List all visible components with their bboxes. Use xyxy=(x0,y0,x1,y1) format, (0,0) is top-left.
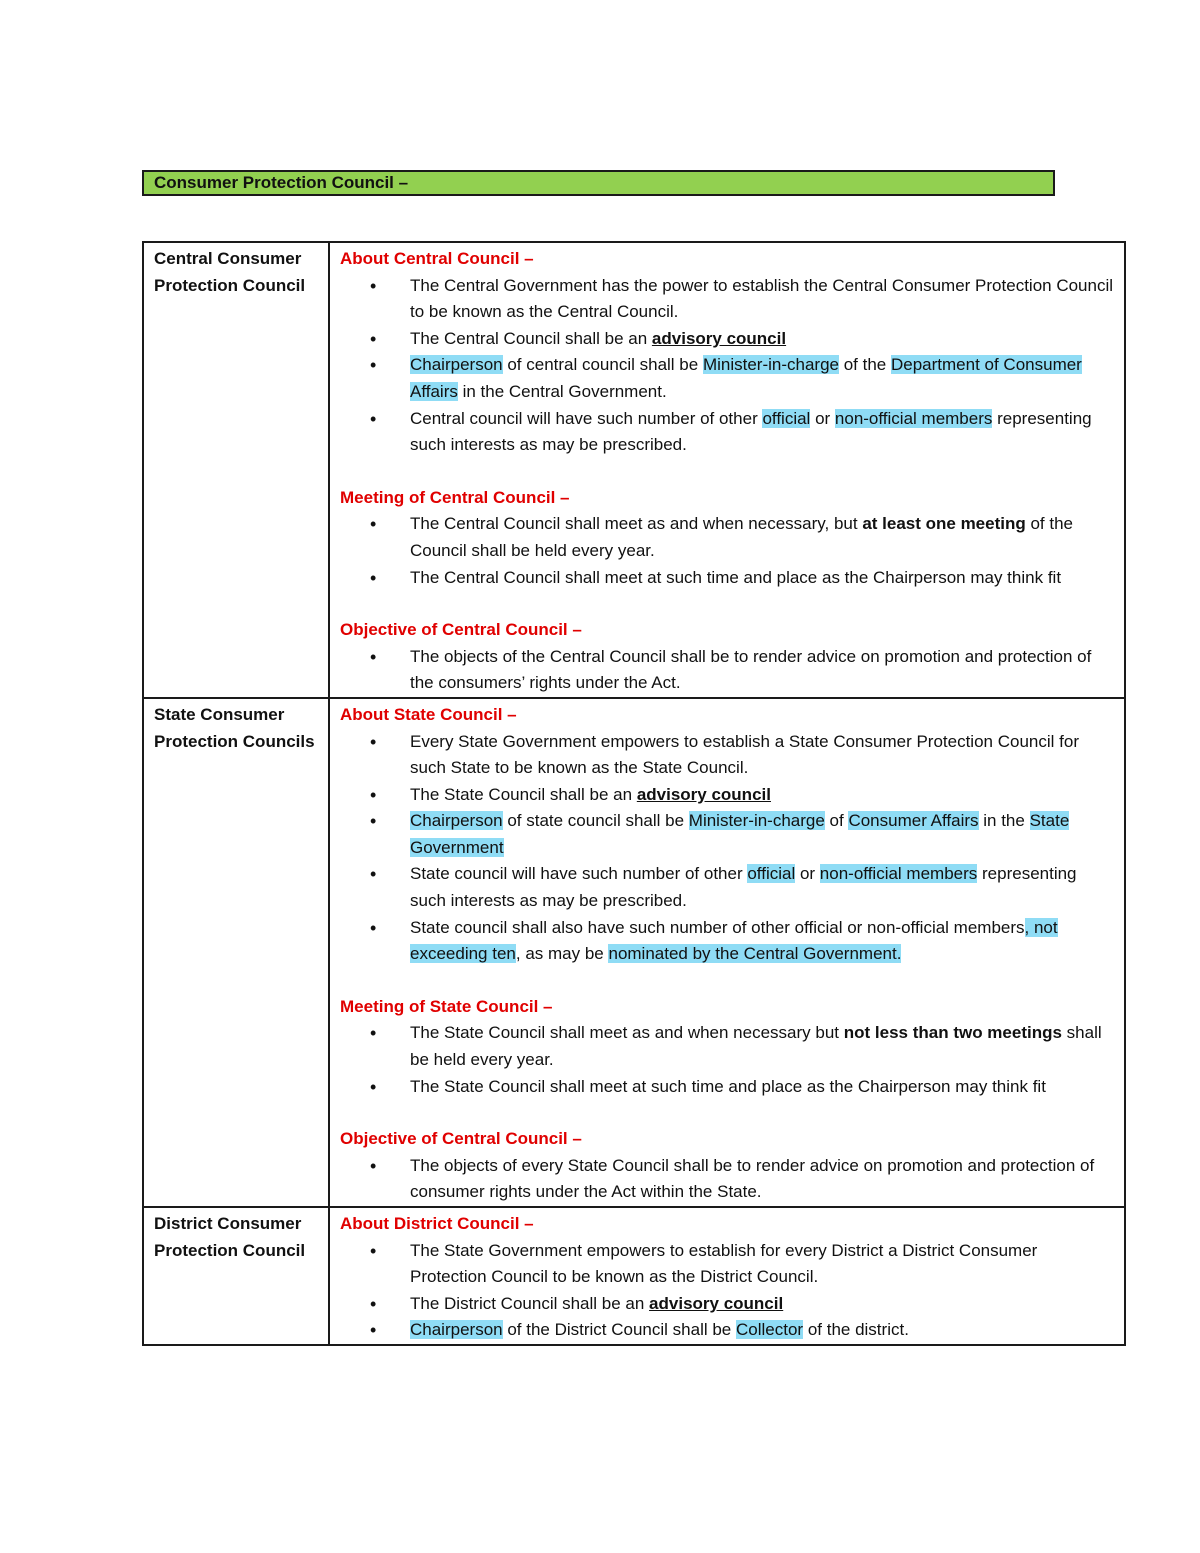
meeting-list xyxy=(340,1020,1114,1100)
objective-heading: Objective of Central Council – xyxy=(340,620,582,640)
row-label: Central Consumer Protection Council xyxy=(143,242,329,698)
list-item: • State council shall also have such number of other official or non-official members, not exceeding ten, as may be nominated by the Central Government. xyxy=(340,915,1114,968)
objective-list xyxy=(340,644,1114,697)
list-item: • The Central Council shall meet at such time and place as the Chairperson may think fit xyxy=(340,565,1114,592)
meeting-heading: Meeting of State Council – xyxy=(340,996,553,1016)
table-row-state xyxy=(143,698,1125,1207)
list-item: • State council will have such number of other official or non-official members representing such interests as may be prescribed. xyxy=(340,861,1114,914)
table-row-district xyxy=(143,1207,1125,1345)
row-content xyxy=(329,1207,1125,1345)
list-item: • The State Council shall be an advisory council xyxy=(340,782,1114,809)
about-list xyxy=(340,729,1114,968)
list-item: • Every State Government empowers to establish a State Consumer Protection Council for such State to be known as the State Council. xyxy=(340,729,1114,782)
list-item: • Chairperson of state council shall be Minister-in-charge of Consumer Affairs in the State Government xyxy=(340,808,1114,861)
row-content xyxy=(329,242,1125,698)
about-list xyxy=(340,1238,1114,1344)
list-item: • The State Council shall meet as and when necessary but not less than two meetings shall be held every year. xyxy=(340,1020,1114,1073)
list-item: • The Central Council shall meet as and when necessary, but at least one meeting of the Council shall be held every year. xyxy=(340,511,1114,564)
list-item: • The Central Government has the power to establish the Central Consumer Protection Council to be known as the Central Council. xyxy=(340,273,1114,326)
section-title-bar: Consumer Protection Council – xyxy=(142,170,1055,196)
about-heading: About Central Council – xyxy=(340,249,534,268)
list-item: • The State Council shall meet at such time and place as the Chairperson may think fit xyxy=(340,1074,1114,1101)
list-item: • The Central Council shall be an advisory council xyxy=(340,326,1114,353)
row-label: District Consumer Protection Council xyxy=(143,1207,329,1345)
council-table xyxy=(142,241,1126,1346)
list-item: • Chairperson of the District Council shall be Collector of the district. xyxy=(340,1317,1114,1344)
table-row-central xyxy=(143,242,1125,698)
list-item: • The District Council shall be an advisory council xyxy=(340,1291,1114,1318)
list-item: • The objects of the Central Council shall be to render advice on promotion and protection of the consumers’ rights under the Act. xyxy=(340,644,1114,697)
row-label: State Consumer Protection Councils xyxy=(143,698,329,1207)
list-item: • The objects of every State Council shall be to render advice on promotion and protection of consumer rights under the Act within the State. xyxy=(340,1153,1114,1206)
meeting-list xyxy=(340,511,1114,591)
about-heading: About State Council – xyxy=(340,704,517,724)
about-heading: About District Council – xyxy=(340,1214,534,1233)
list-item: • The State Government empowers to establish for every District a District Consumer Protection Council to be known as the District Council. xyxy=(340,1238,1114,1291)
about-list xyxy=(340,273,1114,459)
objective-list xyxy=(340,1153,1114,1206)
objective-heading: Objective of Central Council – xyxy=(340,1129,582,1149)
list-item: • Chairperson of central council shall be Minister-in-charge of the Department of Consumer Affairs in the Central Government. xyxy=(340,352,1114,405)
list-item: • Central council will have such number of other official or non-official members representing such interests as may be prescribed. xyxy=(340,406,1114,459)
row-content xyxy=(329,698,1125,1207)
meeting-heading: Meeting of Central Council – xyxy=(340,487,570,507)
